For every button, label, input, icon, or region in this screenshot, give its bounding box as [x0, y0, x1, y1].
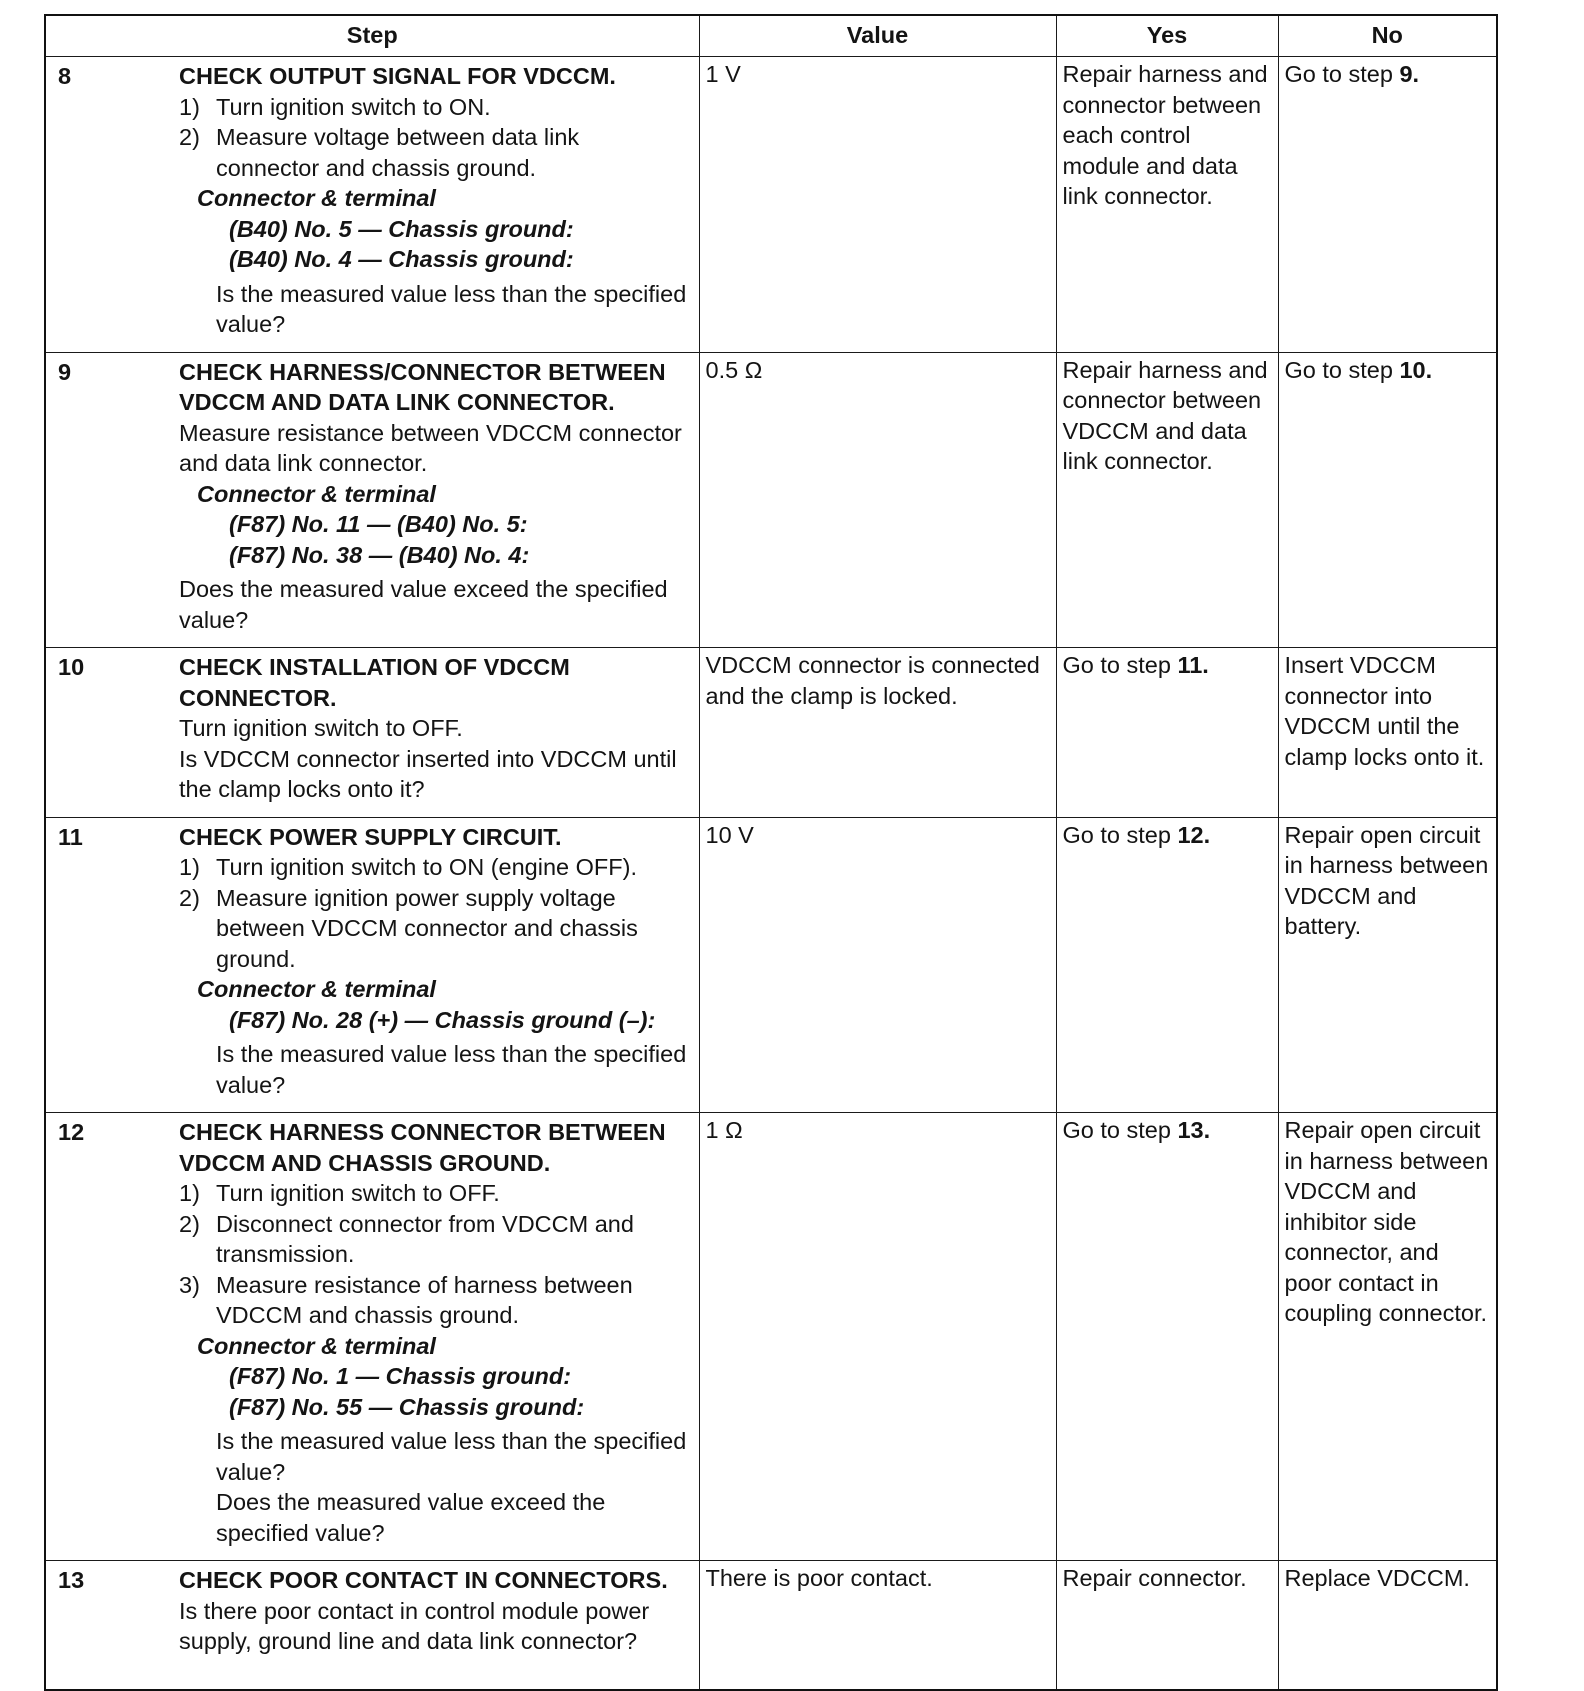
step-cell [45, 1561, 699, 1691]
no-prefix: Go to step [1284, 356, 1400, 383]
connector-terminal-label: Connector & terminal [197, 480, 436, 507]
header-no: No [1278, 15, 1497, 57]
value-cell: 10 V [699, 817, 1056, 1113]
item-text: Turn ignition switch to OFF. [216, 1180, 500, 1206]
diagnostic-table [44, 14, 1498, 1691]
table-row-step-9 [45, 352, 1497, 648]
step-title: CHECK INSTALLATION OF VDCCM CONNECTOR. [179, 654, 570, 711]
item-number: 2) [179, 884, 200, 911]
connector-terminal-value: (F87) No. 28 (+) — Chassis ground (–): [229, 1006, 656, 1033]
connector-terminal-value: (F87) No. 1 — Chassis ground: [229, 1363, 572, 1389]
item-number: 3) [179, 1271, 200, 1298]
step-title: CHECK POWER SUPPLY CIRCUIT. [179, 823, 562, 850]
step-question: Is VDCCM connector inserted into VDCCM until the clamp locks onto it? [179, 745, 677, 802]
step-question: Is the measured value less than the specified value? [216, 1041, 687, 1098]
step-cell [45, 1113, 699, 1561]
yes-step-ref: 11. [1177, 652, 1209, 678]
yes-cell [1056, 817, 1278, 1113]
connector-terminal-value: (B40) No. 4 — Chassis ground: [229, 246, 574, 272]
no-step-ref: 10. [1399, 356, 1433, 383]
step-cell [45, 57, 699, 353]
item-text: Measure resistance of harness between VDCCM and chassis ground. [216, 1271, 633, 1328]
header-row [45, 15, 1497, 57]
header-step: Step [45, 15, 699, 57]
table-row-step-13 [45, 1561, 1497, 1691]
item-text: Measure voltage between data link connector and chassis ground. [216, 124, 580, 181]
yes-prefix: Go to step [1062, 652, 1178, 678]
item-number: 2) [179, 1210, 200, 1237]
item-number: 1) [179, 93, 200, 120]
table-row-step-12 [45, 1113, 1497, 1561]
item-text: Disconnect connector from VDCCM and transmission. [216, 1210, 634, 1267]
value-cell: 1 Ω [699, 1113, 1056, 1561]
item-number: 1) [179, 1180, 200, 1206]
connector-terminal-value: (F87) No. 38 — (B40) No. 4: [229, 541, 530, 568]
step-question: Is there poor contact in control module power supply, ground line and data link connector? [179, 1597, 650, 1654]
item-number: 1) [179, 854, 200, 880]
connector-terminal-value: (F87) No. 11 — (B40) No. 5: [229, 511, 528, 537]
connector-terminal-value: (F87) No. 55 — Chassis ground: [229, 1393, 585, 1420]
yes-step-ref: 13. [1177, 1117, 1211, 1143]
connector-terminal-value: (B40) No. 5 — Chassis ground: [229, 215, 574, 242]
yes-cell: Repair connector. [1056, 1561, 1278, 1691]
header-value: Value [699, 15, 1056, 57]
step-cell [45, 352, 699, 648]
no-step-ref: 9. [1399, 61, 1420, 87]
yes-cell [1056, 1113, 1278, 1561]
step-title: CHECK POOR CONTACT IN CONNECTORS. [179, 1567, 668, 1593]
step-cell [45, 817, 699, 1113]
step-question: Is the measured value less than the specified value? [216, 1428, 687, 1485]
step-question: Does the measured value exceed the specified value? [216, 1489, 606, 1546]
no-cell: Insert VDCCM connector into VDCCM until the clamp locks onto it. [1278, 648, 1497, 818]
value-cell: 1 V [699, 57, 1056, 353]
step-number: 10 [58, 654, 85, 680]
item-number: 2) [179, 124, 200, 150]
no-prefix: Go to step [1284, 61, 1400, 87]
table-row-step-8 [45, 57, 1497, 353]
yes-cell: Repair harness and connector between each control module and data link connector. [1056, 57, 1278, 353]
step-intro: Measure resistance between VDCCM connector and data link connector. [179, 419, 682, 476]
step-number: 11 [58, 823, 83, 850]
no-cell: Replace VDCCM. [1278, 1561, 1497, 1691]
connector-terminal-label: Connector & terminal [197, 185, 436, 211]
yes-step-ref: 12. [1177, 821, 1211, 848]
yes-prefix: Go to step [1062, 1117, 1178, 1143]
step-title: CHECK HARNESS/CONNECTOR BETWEEN VDCCM AND DATA LINK CONNECTOR. [179, 358, 666, 415]
yes-cell: Repair harness and connector between VDCCM and data link connector. [1056, 352, 1278, 648]
value-cell: There is poor contact. [699, 1561, 1056, 1691]
yes-cell [1056, 648, 1278, 818]
step-intro: Turn ignition switch to OFF. [179, 715, 463, 741]
item-text: Measure ignition power supply voltage between VDCCM connector and chassis ground. [216, 884, 638, 972]
step-cell [45, 648, 699, 818]
item-text: Turn ignition switch to ON. [216, 93, 491, 120]
step-question: Is the measured value less than the specified value? [216, 280, 687, 337]
no-cell [1278, 352, 1497, 648]
step-number: 9 [58, 358, 72, 385]
no-cell [1278, 57, 1497, 353]
no-cell: Repair open circuit in harness between VDCCM and battery. [1278, 817, 1497, 1113]
step-number: 13 [58, 1567, 85, 1593]
item-text: Turn ignition switch to ON (engine OFF). [216, 854, 637, 880]
table-row-step-11 [45, 817, 1497, 1113]
step-question: Does the measured value exceed the specified value? [179, 576, 668, 633]
no-cell: Repair open circuit in harness between VDCCM and inhibitor side connector, and poor contact in coupling connector. [1278, 1113, 1497, 1561]
connector-terminal-label: Connector & terminal [197, 976, 436, 1002]
step-number: 8 [58, 63, 72, 89]
header-yes: Yes [1056, 15, 1278, 57]
step-number: 12 [58, 1119, 85, 1145]
yes-prefix: Go to step [1062, 821, 1178, 848]
value-cell: VDCCM connector is connected and the clamp is locked. [699, 648, 1056, 818]
connector-terminal-label: Connector & terminal [197, 1332, 436, 1359]
table-row-step-10 [45, 648, 1497, 818]
value-cell: 0.5 Ω [699, 352, 1056, 648]
step-title: CHECK HARNESS CONNECTOR BETWEEN VDCCM AND CHASSIS GROUND. [179, 1119, 666, 1176]
step-title: CHECK OUTPUT SIGNAL FOR VDCCM. [179, 63, 616, 89]
